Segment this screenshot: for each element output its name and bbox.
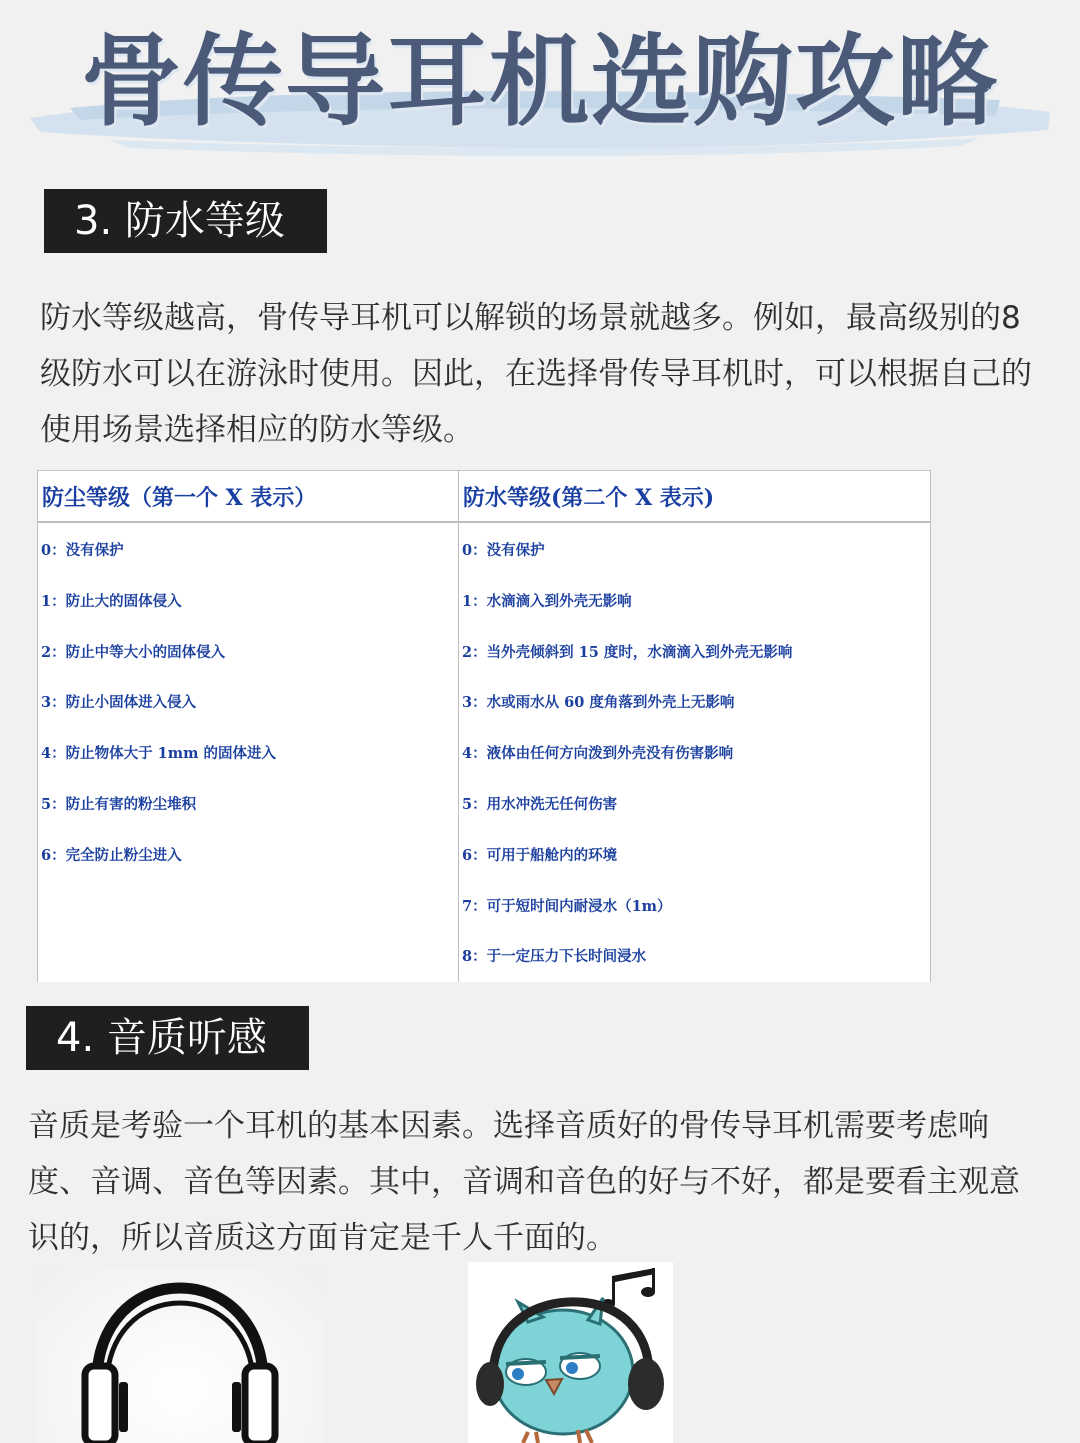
ip-rating-table: [37, 470, 931, 982]
table-body-row: [38, 522, 931, 982]
bird-with-headphones-illustration: [468, 1262, 673, 1443]
list-item: 1：防止大的固体侵入: [41, 592, 182, 610]
list-item: 2：防止中等大小的固体侵入: [41, 643, 226, 661]
list-item: 0：没有保护: [462, 542, 545, 559]
section-3-label: 3. 防水等级: [44, 189, 327, 253]
page-title: 骨传导耳机选购攻略: [81, 23, 999, 140]
list-item: 5：用水冲洗无任何伤害: [462, 795, 618, 813]
section-3-paragraph: 防水等级越高，骨传导耳机可以解锁的场景就越多。例如，最高级别的8级防水可以在游泳时使用。因此，在选择骨传导耳机时，可以根据自己的使用场景选择相应的防水等级。: [40, 300, 1032, 448]
list-item: 7：可于短时间内耐浸水（1m）: [462, 897, 672, 915]
dust-rating-column: [38, 522, 459, 982]
headphones-image: [35, 1268, 325, 1443]
list-item: 6：可用于船舱内的环境: [462, 846, 618, 864]
water-rating-header: 防水等级(第二个 X 表示): [459, 471, 931, 523]
list-item: 4：防止物体大于 1mm 的固体进入: [41, 745, 276, 763]
table-header-row: [38, 471, 931, 523]
list-item: 3：水或雨水从 60 度角落到外壳上无影响: [462, 694, 735, 712]
list-item: 0：没有保护: [41, 542, 124, 559]
list-item: 1：水滴滴入到外壳无影响: [462, 592, 632, 610]
section-4-label: 4. 音质听感: [26, 1006, 309, 1070]
list-item: 5：防止有害的粉尘堆积: [41, 795, 197, 813]
list-item: 2：当外壳倾斜到 15 度时，水滴滴入到外壳无影响: [462, 643, 793, 661]
headphones-icon: [35, 1268, 325, 1443]
dust-rating-header: 防尘等级（第一个 X 表示）: [38, 471, 459, 523]
list-item: 4：液体由任何方向泼到外壳没有伤害影响: [462, 745, 734, 763]
title-banner: [0, 0, 1080, 170]
list-item: 6：完全防止粉尘进入: [41, 846, 182, 864]
bird-illustration: [468, 1262, 673, 1443]
list-item: 8：于一定压力下长时间浸水: [462, 948, 647, 966]
water-rating-column: [459, 522, 931, 982]
list-item: 3：防止小固体进入侵入: [41, 694, 197, 712]
section-4-paragraph: 音质是考验一个耳机的基本因素。选择音质好的骨传导耳机需要考虑响度、音调、音色等因素。其中，音调和音色的好与不好，都是要看主观意识的，所以音质这方面肯定是千人千面的。: [28, 1108, 1020, 1256]
music-notes-icon: [601, 1268, 655, 1309]
